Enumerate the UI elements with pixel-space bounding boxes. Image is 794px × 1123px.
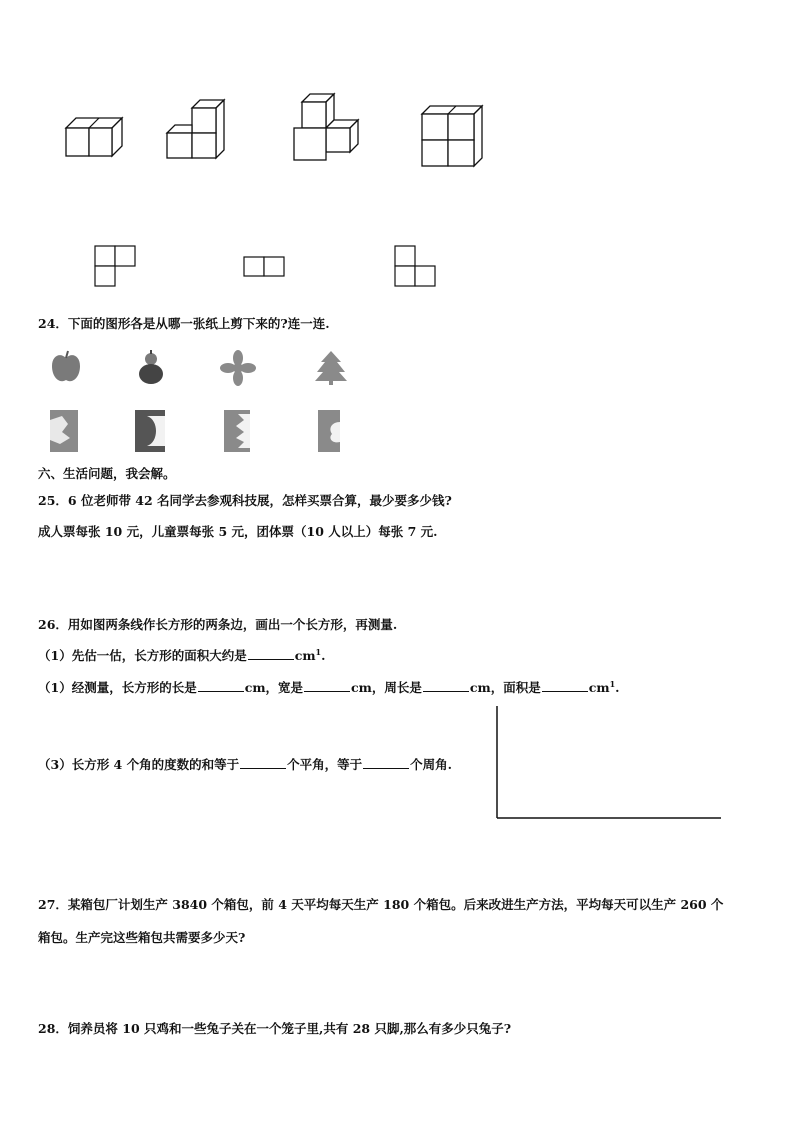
paper-sheet-3 xyxy=(222,410,254,452)
question-24: 24．下面的图形各是从哪一张纸上剪下来的?连一连. xyxy=(38,316,330,331)
question-28: 28．饲养员将 10 只鸡和一些兔子关在一个笼子里,共有 28 只脚,那么有多少只兔子? xyxy=(38,1021,512,1036)
apple-cutout-icon xyxy=(50,350,82,386)
question-27: 27．某箱包厂计划生产 3840 个箱包，前 4 天平均每天生产 180 个箱包。后来改进生产方法，平均每天可以生产 260 个 xyxy=(38,897,724,912)
period: . xyxy=(321,648,326,663)
view-shape-2 xyxy=(243,256,287,278)
view-shape-3 xyxy=(394,245,438,289)
unit-exponent: 1 xyxy=(609,678,616,689)
q26-p1-text: （1）先估一估，长方形的面积大约是 xyxy=(38,648,247,663)
q26-p2-text-c: cm，周长是 xyxy=(351,680,422,695)
unit: cm xyxy=(294,648,316,663)
unit-exponent: 1 xyxy=(315,646,322,657)
q26-p3-text: （3）长方形 4 个角的度数的和等于 xyxy=(38,757,240,772)
answer-blank[interactable] xyxy=(248,649,294,660)
flower-cutout-icon xyxy=(220,350,256,386)
paper-sheet-4 xyxy=(314,410,346,452)
answer-blank[interactable] xyxy=(542,681,588,692)
q26-p3-text-c: 个周角. xyxy=(410,757,452,772)
view-shape-1 xyxy=(94,245,138,289)
q26-p3-text-b: 个平角，等于 xyxy=(287,757,363,772)
q26-p2-text-b: cm，宽是 xyxy=(244,680,304,695)
cube-figure-1 xyxy=(60,112,130,162)
question-26: 26．用如图两条线作长方形的两条边，画出一个长方形，再测量. xyxy=(38,617,398,632)
question-27-cont: 箱包。生产完这些箱包共需要多少天? xyxy=(38,930,246,945)
question-26-part-1 xyxy=(38,646,325,664)
question-26-part-3 xyxy=(38,755,452,773)
tree-cutout-icon xyxy=(314,350,348,386)
cube-figure-3 xyxy=(290,92,365,164)
paper-sheet-1 xyxy=(48,410,80,452)
answer-blank[interactable] xyxy=(240,758,286,769)
q26-p2-text: （1）经测量，长方形的长是 xyxy=(38,680,197,695)
answer-blank[interactable] xyxy=(198,681,244,692)
rectangle-sides-figure xyxy=(495,706,725,822)
question-25-note: 成人票每张 10 元，儿童票每张 5 元，团体票（10 人以上）每张 7 元. xyxy=(38,524,438,539)
question-26-part-2 xyxy=(38,678,620,696)
answer-blank[interactable] xyxy=(363,758,409,769)
period: . xyxy=(615,680,620,695)
paper-sheet-2 xyxy=(133,410,167,452)
q26-p2-text-d: cm，面积是 xyxy=(469,680,541,695)
gourd-cutout-icon xyxy=(135,350,167,386)
cube-figure-4 xyxy=(418,104,488,168)
section-6-heading: 六、生活问题，我会解。 xyxy=(38,466,176,481)
answer-blank[interactable] xyxy=(304,681,350,692)
question-25: 25．6 位老师带 42 名同学去参观科技展，怎样买票合算，最少要多少钱? xyxy=(38,493,452,508)
cube-figure-2 xyxy=(162,98,232,162)
unit: cm xyxy=(588,680,610,695)
answer-blank[interactable] xyxy=(423,681,469,692)
